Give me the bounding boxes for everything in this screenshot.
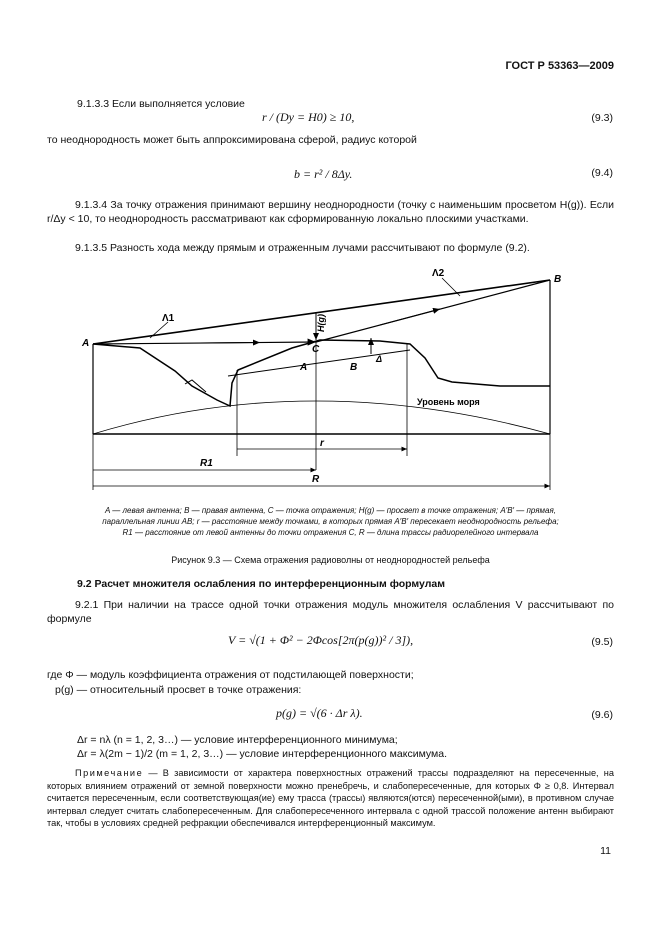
label-Hg: H(g): [316, 314, 326, 332]
para-9-1-3-3-cont: то неоднородность может быть аппроксимирована сферой, радиус которой: [47, 134, 417, 146]
figure-9-3: [80, 258, 570, 498]
label-lambda2: Λ2: [432, 268, 445, 279]
label-B-right: B: [554, 274, 562, 285]
figure-title: Рисунок 9.3 — Схема отражения радиоволны от неоднородностей рельефа: [171, 555, 490, 565]
terrain-bump: [185, 380, 206, 392]
direct-ray: [93, 280, 550, 344]
label-R1: R1: [200, 458, 213, 469]
page-number: 11: [600, 845, 611, 857]
formula-9-5: V = √(1 + Φ² − 2Φcos[2π(p(g))² / 3]),: [228, 633, 414, 647]
note-text: — В зависимости от характера поверхностных отражений трассы подразделяют на пересеченные, на которых влиянием отражений от земной поверхности можно пренебречь, и слабопересеченные, для которых Φ ≥ 0,8. Интервал считается пересеченным, если соответствующая(ие) ему трасса (трассы) являются(ются) пересеченной(ыми), в противном случае интервал следует считать слабопересеченным. Для слабопересеченного интервала с одной трассой положение антенн выбирают так, чтобы в условиях средней рефракции обеспечивался интерференционный максимум.: [47, 768, 614, 828]
document-id: ГОСТ Р 53363—2009: [505, 60, 614, 72]
note-label: Примечание: [75, 768, 144, 778]
legend-line-1: A — левая антенна; B — правая антенна, C — точка отражения; H(g) — просвет в точке отражения; A′B′ — прямая,: [105, 506, 556, 515]
formula-9-3: r / (Dy = H0) ≥ 10,: [262, 110, 355, 124]
label-lambda1: Λ1: [162, 313, 175, 324]
figure-legend: [47, 505, 614, 538]
where-pg: p(g) — относительный просвет в точке отражения:: [55, 684, 302, 696]
para-9-1-3-4: 9.1.3.4 За точку отражения принимают вершину неоднородности (точку с наименьшим просветом H(g)). Если r/Δy < 10, то неоднородность рассматривают как сформированную локально плоскими участками.: [47, 199, 614, 225]
condition-minimum: Δr = nλ (n = 1, 2, 3…) — условие интерференционного минимума;: [77, 734, 398, 746]
eq-number-9-4: (9.4): [591, 167, 613, 179]
label-B-prime: B: [350, 362, 358, 373]
condition-maximum: Δr = λ(2m − 1)/2 (m = 1, 2, 3…) — условие интерференционного максимума.: [77, 748, 448, 760]
label-A-prime: A: [300, 362, 308, 373]
eq-number-9-6: (9.6): [591, 709, 613, 721]
sea-level-arc: [93, 401, 550, 434]
label-R: R: [312, 474, 320, 485]
label-r: r: [320, 438, 324, 449]
legend-line-2: параллельная линии AB; r — расстояние между точками, в которых прямая A′B′ пересекает неоднородность рельефа;: [102, 517, 559, 526]
eq-number-9-3: (9.3): [591, 112, 613, 124]
label-A-left: A: [82, 338, 90, 349]
formula-9-4: b = r² / 8Δy.: [294, 167, 353, 181]
note-block: [47, 767, 614, 830]
legend-line-3: R1 — расстояние от левой антенны до точки отражения C, R — длина трассы радиорелейного интервала: [122, 528, 539, 537]
label-sea-level: Уровень моря: [417, 397, 480, 407]
terrain-profile: [93, 340, 550, 406]
para-9-2-1: 9.2.1 При наличии на трассе одной точки отражения модуль множителя ослабления V рассчитывают по формуле: [47, 599, 614, 625]
label-C: C: [312, 344, 320, 355]
section-heading-9-2: 9.2 Расчет множителя ослабления по интерференционным формулам: [77, 578, 446, 590]
where-phi: где Φ — модуль коэффициента отражения от подстилающей поверхности;: [47, 669, 414, 681]
label-dy: Δ: [376, 354, 383, 364]
para-9-1-3-3: 9.1.3.3 Если выполняется условие: [77, 98, 245, 110]
eq-number-9-5: (9.5): [591, 636, 613, 648]
formula-9-6: p(g) = √(6 · Δr λ).: [276, 706, 363, 720]
para-9-1-3-5: 9.1.3.5 Разность хода между прямым и отраженным лучами рассчитывают по формуле (9.2).: [75, 242, 530, 254]
